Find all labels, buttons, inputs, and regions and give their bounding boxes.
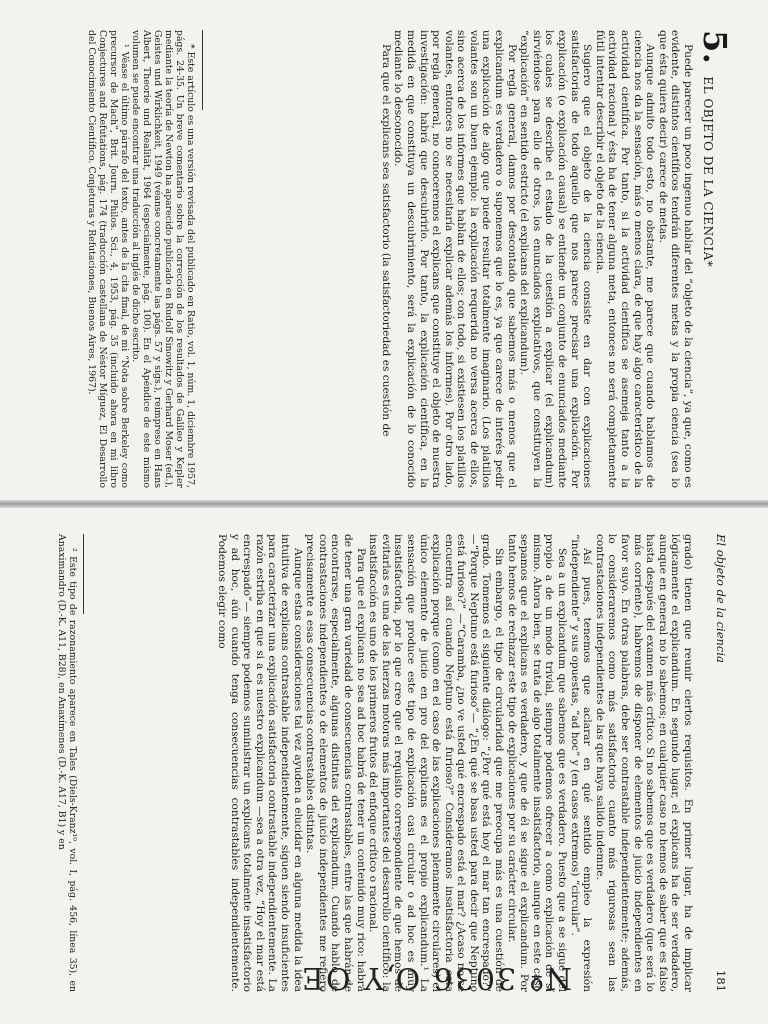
running-head xyxy=(714,534,728,992)
paragraph: Aunque admito todo esto, no obstante, me parece que cuando hablamos de ciencia nos da la sensación, más o menos clara, de que hay algo característico de la actividad científica. Por tanto, si la actividad científica se asemeja tanto a la actividad racional y ésta ha de tener alguna meta, entonces no será completamente fútil intentar describir el objeto de la ciencia. xyxy=(593,30,657,488)
paragraph: Sugiero que el objeto de la ciencia consiste en dar con explicaciones satisfactorias de todo aquello que nos parece precisar una explicación. Por explicación (o explicación causal) se entiende un conjunto de enunciados mediante los cuales se describe el estado de la cuestión a explicar (el explicandum) sirviéndose para ello de otros, los enunciados explicativos, que constituyen la “explicación” en sentido estricto (el explicans del explicandum). xyxy=(518,30,594,488)
page-number: 181 xyxy=(714,970,728,992)
paragraph: Así pues, tenemos que aclarar en qué sentido empleo la expresión “independiente” y sus opuestas, “ad hoc” y (en casos extremos) “circular”. xyxy=(568,534,594,992)
footnote: ¹ Véase el último párrafo del texto, antes de la cita final, de mi “Nota sobre Berkeley como precursor de Mach”, Brit. Journ. Philos. Sci., 4, 1953, pág. 35 (incluido ahora en mi libro Conjectures and Refutations, pág. 174 (traducción castellana de Néstor Míguez, El Desarrollo del Conocimiento Científico. Conjeturas y Refutaciones, Buenos Aires, 1967). xyxy=(86,30,130,488)
chapter-heading xyxy=(696,30,734,267)
handwritten-note: Nº 3036 O,Y OE xyxy=(300,960,572,995)
paragraph: Para que el explicans no sea ad hoc habrá de tener un contenido muy rico: habrá de tener una gran variedad de consecuencias contrastables, entre las que habrán de encontrarse, especialmente, algunas distintas del explicandum. Cuando hablo de contrastaciones independientes o de elementos de juicio independientes me refiero precisamente a esas consecuencias contrastables distintas. xyxy=(304,534,367,992)
chapter-title: EL OBJETO DE LA CIENCIA* xyxy=(701,76,715,268)
paragraph: Aunque estas consideraciones tal vez ayuden a elucidar en alguna medida la idea intuitiva de explicans contrastable independientemente, siguen siendo insuficientes para caracterizar una explicación satisfactoria contrastable independientemente. La razón estriba en que si a es nuestro explicandum —sea a otra vez, “Hoy el mar está encrespado”— siempre podemos suministrar un explicans totalmente insatisfactorio y ad hoc, aún cuando tenga consecuencias contrastables independientemente. Podemos elegir como xyxy=(216,534,304,992)
paragraph: Para que el explicans sea satisfactorio (la satisfactoriedad es cuestión de xyxy=(379,44,392,437)
paragraph: Sea a un explicandum que sabemos que es verdadero. Puesto que a se sigue del propio a de un modo trivial, siempre podemos ofrecer a como explicación de sí mismo. Ahora bien, se trata de algo totalmente insatisfactorio, aunque en este caso sepamos que el explicans es verdadero, y que de él se sigue el explicandum. Por tanto hemos de rechazar este tipo de explicaciones por su carácter circular. xyxy=(505,534,569,992)
right-footnotes xyxy=(56,534,78,992)
footnote: ² Este tipo de razonamiento aparece en Tales (Diels-Kranz¹⁰, vol. I, pág. 456, línea 35), en Anaximandro (D.-K. A11, B28), en Anaxímenes (D.-K. A17, B1) y en xyxy=(56,534,78,992)
book-gutter xyxy=(0,500,768,508)
paragraph: Puede parecer un poco ingenuo hablar del “objeto de la ciencia”, ya que, como es evidente, distintos científicos tendrán diferentes metas y la propia ciencia (sea lo que ésta quiera decir) carece de metas. xyxy=(656,30,694,488)
footnote-rule xyxy=(83,534,84,614)
right-page-body xyxy=(215,534,694,992)
chapter-number: 5. xyxy=(696,30,734,65)
paragraph: Por regla general, damos por descontado que sabemos más o menos que el explicandum es verdadero o suponemos que lo es, ya que carece de interés pedir una explicación de algo que puede resultar totalmente imaginario. (Los platillos volantes son un buen ejemplo: la explicación requerida no versa acerca de ellos, sino acerca de los informes que hablan de ellos; con todo, si existiesen los platillos volantes, entonces no se necesitaría explicar además los informes). Por otro lado, por regla general, no conoceremos el explicans que constituye el objeto de nuestra investigación: habrá que descubrirlo. Por tanto, la explicación científica, en la medida en que constituya un descubrimiento, será la explicación de lo conocido mediante lo desconocido. xyxy=(392,30,518,488)
footnote: * Este artículo es una versión revisada del publicado en Ratio, vol. 1, núm. 1, diciembre 1957, págs. 24-35. Un breve comentario sobre la corrección de los resultados de Galileo y Kepler mediante la teoría de Newton ha aparecido publicado en Rudolf Sinowitz y Gerhard Moser (ed.), Geistes und Wirklichkeit, 1949 (véanse concretamente las págs. 57 y sigs.), reimpreso en Hans Albert, Theorie und Realität, 1964 (especialmente, pág. 100). En el Apéndice de este mismo volumen se puede encontrar una traducción al inglés de dicho escrito. xyxy=(130,30,196,488)
left-page-body xyxy=(379,30,694,488)
running-head-title: El objeto de la ciencia xyxy=(714,534,728,663)
paragraph: Sin embargo, el tipo de circularidad que me preocupa más es una cuestión de grado. Tomemos el siguiente diálogo: “¿Por qué está hoy el mar tan encrespado?” —“Porque Neptuno está furioso”— “¿En qué se basa usted para decir que Neptuno está furioso?” —“Caramba, ¿no ve usted qué encrespado está el mar? ¿Acaso no se encuentra así cuando Neptuno está furioso?” Consideramos insatisfactoria esta explicación porque (como en el caso de las explicaciones plenamente circulares) el único elemento de juicio en pro del explicans es el propio explicandum.¹ La sensación que produce este tipo de explicación casi circular o ad hoc es muy insatisfactoria, por lo que creo que el requisito correspondiente de que hemos de evitarlas es una de las fuerzas motoras más importantes del desarrollo científico: la insatisfacción es uno de los primeros frutos del enfoque crítico o racional. xyxy=(367,534,506,992)
left-footnotes xyxy=(86,30,196,488)
footnote-rule xyxy=(202,30,203,110)
paragraph: grado) tienen que reunir ciertos requisitos. En primer lugar, ha de implicar lógicamente el explicandum. En segundo lugar, el explicans ha de ser verdadero, aunque en general no lo sabemos; en cualquier caso no hemos de saber que es falso hasta después del examen más crítico. Si no sabemos que es verdadero (que será lo más corriente), habremos de disponer de elementos de juicio independientes en favor suyo. En otras palabras, debe ser contrastable independientemente; además, lo consideraremos como más satisfactorio cuanto más rigurosas sean las contrastaciones independientes de las que haya salido indemne. xyxy=(593,534,694,992)
